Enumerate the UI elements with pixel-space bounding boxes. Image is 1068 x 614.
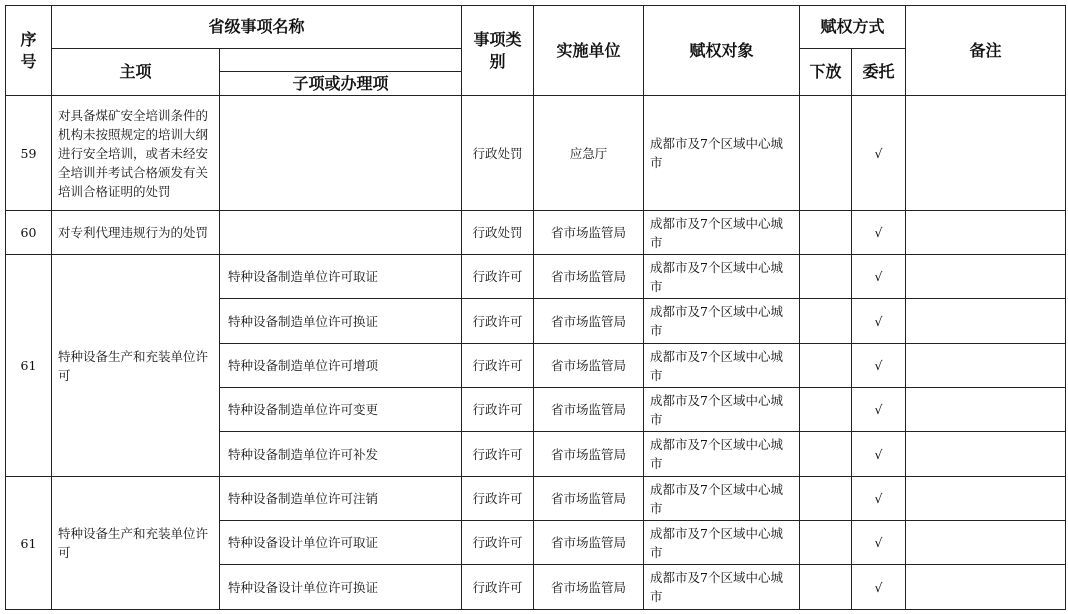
row-down	[800, 255, 852, 299]
row-down	[800, 388, 852, 432]
table-row	[6, 477, 1066, 521]
header-main-item: 主项	[52, 49, 220, 96]
row-unit: 省市场监管局	[534, 211, 644, 255]
row-entrust: √	[852, 477, 906, 521]
row-target: 成都市及7个区域中心城市	[644, 299, 800, 344]
table-row	[6, 211, 1066, 255]
row-type: 行政处罚	[462, 211, 534, 255]
row-unit: 省市场监管局	[534, 299, 644, 344]
header-auth-group: 赋权方式	[800, 6, 906, 49]
row-target: 成都市及7个区域中心城市	[644, 477, 800, 521]
row-remarks	[906, 565, 1066, 610]
row-remarks	[906, 299, 1066, 344]
row-down	[800, 344, 852, 388]
row-target: 成都市及7个区域中心城市	[644, 96, 800, 211]
row-type: 行政许可	[462, 388, 534, 432]
header-sub-spacer	[220, 49, 462, 72]
row-entrust: √	[852, 211, 906, 255]
row-target: 成都市及7个区域中心城市	[644, 565, 800, 610]
row-seq: 61	[6, 255, 52, 477]
row-down	[800, 299, 852, 344]
row-sub-item: 特种设备制造单位许可注销	[220, 477, 462, 521]
row-sub-item: 特种设备制造单位许可换证	[220, 299, 462, 344]
row-remarks	[906, 477, 1066, 521]
row-sub-item	[220, 96, 462, 211]
row-seq: 61	[6, 477, 52, 610]
row-target: 成都市及7个区域中心城市	[644, 432, 800, 477]
header-item-type: 事项类别	[462, 6, 534, 96]
row-entrust: √	[852, 432, 906, 477]
row-remarks	[906, 96, 1066, 211]
row-unit: 省市场监管局	[534, 477, 644, 521]
row-type: 行政许可	[462, 299, 534, 344]
header-target: 赋权对象	[644, 6, 800, 96]
row-remarks	[906, 211, 1066, 255]
row-sub-item	[220, 211, 462, 255]
row-down	[800, 211, 852, 255]
row-unit: 省市场监管局	[534, 565, 644, 610]
row-sub-item: 特种设备制造单位许可取证	[220, 255, 462, 299]
header-seq: 序号	[6, 6, 52, 96]
row-entrust: √	[852, 388, 906, 432]
header-down: 下放	[800, 49, 852, 96]
header-entrust: 委托	[852, 49, 906, 96]
header-name-group: 省级事项名称	[52, 6, 462, 49]
row-down	[800, 477, 852, 521]
row-entrust: √	[852, 299, 906, 344]
row-entrust: √	[852, 521, 906, 565]
row-sub-item: 特种设备制造单位许可增项	[220, 344, 462, 388]
row-sub-item: 特种设备制造单位许可变更	[220, 388, 462, 432]
row-type: 行政许可	[462, 255, 534, 299]
row-target: 成都市及7个区域中心城市	[644, 211, 800, 255]
row-type: 行政许可	[462, 565, 534, 610]
row-remarks	[906, 255, 1066, 299]
row-type: 行政许可	[462, 521, 534, 565]
row-sub-item: 特种设备设计单位许可换证	[220, 565, 462, 610]
row-main-item: 对具备煤矿安全培训条件的机构未按照规定的培训大纲进行安全培训，或者未经安全培训并考试合格颁发有关培训合格证明的处罚	[52, 96, 220, 211]
row-unit: 省市场监管局	[534, 344, 644, 388]
row-type: 行政许可	[462, 432, 534, 477]
row-entrust: √	[852, 96, 906, 211]
row-main-item: 特种设备生产和充装单位许可	[52, 477, 220, 610]
row-unit: 省市场监管局	[534, 255, 644, 299]
header-unit: 实施单位	[534, 6, 644, 96]
header-remarks: 备注	[906, 6, 1066, 96]
row-down	[800, 521, 852, 565]
row-entrust: √	[852, 255, 906, 299]
table-row	[6, 255, 1066, 299]
row-remarks	[906, 344, 1066, 388]
row-sub-item: 特种设备制造单位许可补发	[220, 432, 462, 477]
row-sub-item: 特种设备设计单位许可取证	[220, 521, 462, 565]
row-main-item: 对专利代理违规行为的处罚	[52, 211, 220, 255]
row-remarks	[906, 432, 1066, 477]
row-remarks	[906, 388, 1066, 432]
row-entrust: √	[852, 344, 906, 388]
row-target: 成都市及7个区域中心城市	[644, 344, 800, 388]
row-target: 成都市及7个区域中心城市	[644, 388, 800, 432]
row-down	[800, 96, 852, 211]
row-down	[800, 565, 852, 610]
row-target: 成都市及7个区域中心城市	[644, 521, 800, 565]
row-unit: 省市场监管局	[534, 432, 644, 477]
row-type: 行政许可	[462, 344, 534, 388]
row-unit: 省市场监管局	[534, 521, 644, 565]
row-down	[800, 432, 852, 477]
row-unit: 省市场监管局	[534, 388, 644, 432]
delegation-table	[5, 5, 1066, 610]
header-sub-item: 子项或办理项	[220, 72, 462, 96]
row-target: 成都市及7个区域中心城市	[644, 255, 800, 299]
row-type: 行政许可	[462, 477, 534, 521]
row-remarks	[906, 521, 1066, 565]
row-entrust: √	[852, 565, 906, 610]
row-seq: 60	[6, 211, 52, 255]
table-row	[6, 96, 1066, 211]
row-unit: 应急厅	[534, 96, 644, 211]
row-seq: 59	[6, 96, 52, 211]
row-type: 行政处罚	[462, 96, 534, 211]
row-main-item: 特种设备生产和充装单位许可	[52, 255, 220, 477]
